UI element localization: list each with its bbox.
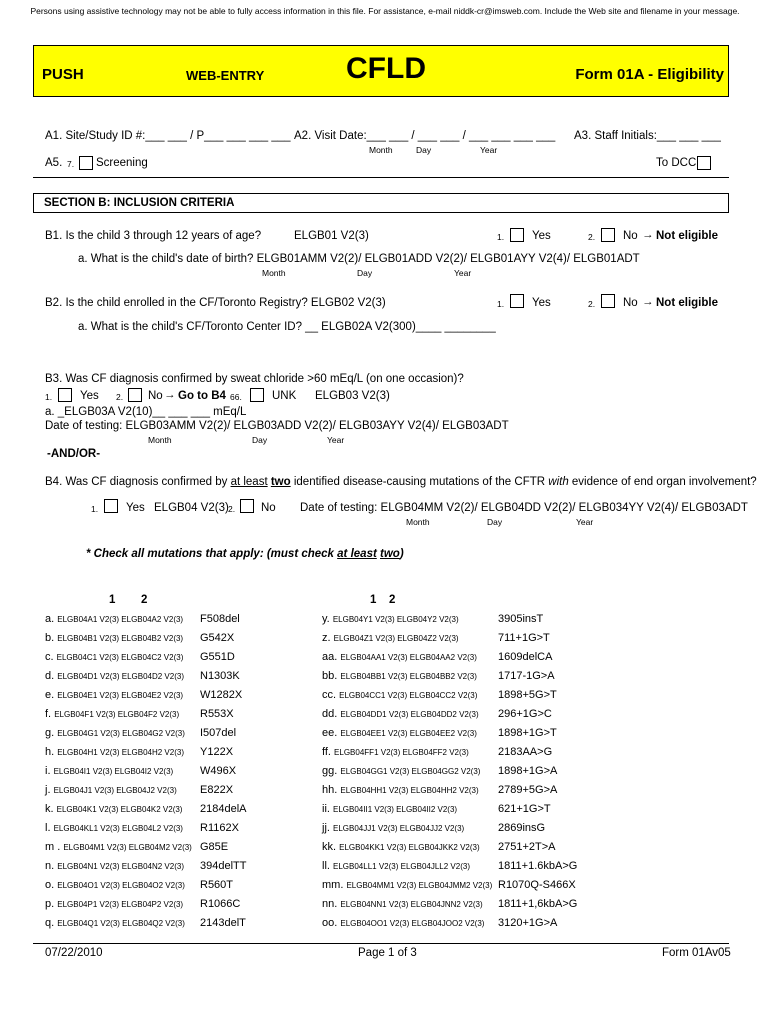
- mutation-name: N1303K: [200, 670, 240, 682]
- right-col-header-1: 1: [370, 594, 377, 606]
- b3-no-checkbox[interactable]: [128, 388, 142, 402]
- to-dcc-checkbox[interactable]: [697, 156, 711, 170]
- accessibility-note: Persons using assistive technology may not be able to fully access information in this file. For assistance, e-mail niddk-cr@imsweb.com. Include the Web site and filename in your message.: [30, 6, 740, 16]
- footer-date: 07/22/2010: [45, 947, 103, 959]
- right-col-header-2: 2: [389, 594, 396, 606]
- b4-q-post: evidence of end organ involvement?: [568, 476, 757, 488]
- section-b-header: [33, 193, 729, 213]
- mutation-row[interactable]: [322, 765, 480, 777]
- mutation-letter: g.: [45, 727, 55, 739]
- to-dcc-label: To DCC: [656, 157, 697, 169]
- b4-yes-checkbox[interactable]: [104, 499, 118, 513]
- cfld-title: CFLD: [346, 52, 426, 85]
- b4-q-two: two: [270, 476, 291, 488]
- mutation-name: W496X: [200, 765, 237, 777]
- b3-variable: ELGB03 V2(3): [315, 390, 390, 402]
- mutation-row[interactable]: [45, 822, 183, 834]
- a2-year-label: Year: [480, 145, 498, 155]
- b2-yes-checkbox[interactable]: [510, 294, 524, 308]
- b4-question: [45, 476, 757, 488]
- mutation-name: E822X: [200, 784, 234, 796]
- b4-q-mid: identified disease-causing mutations of the CFTR: [290, 476, 549, 488]
- b4-q-atleast: at least: [230, 476, 268, 488]
- b4-day-label: Day: [487, 517, 503, 527]
- footer-divider: [33, 943, 729, 944]
- b2-no-checkbox[interactable]: [601, 294, 615, 308]
- b3-month-label: Month: [148, 435, 172, 445]
- a2-day-label: Day: [416, 145, 432, 155]
- mutation-code: ELGB04LL1 V2(3) ELGB04JLL2 V2(3): [333, 862, 470, 871]
- mutation-row[interactable]: [45, 879, 185, 891]
- b1-not-eligible: Not eligible: [656, 230, 718, 242]
- mutation-name: 1898+5G>T: [498, 689, 557, 701]
- mutation-name: W1282X: [200, 689, 243, 701]
- mutation-code: ELGB04GG1 V2(3) ELGB04GG2 V2(3): [340, 767, 481, 776]
- b4-no-label: No: [261, 502, 276, 514]
- mutation-name: R1070Q-S466X: [498, 879, 576, 891]
- mutation-code: ELGB04Z1 V2(3) ELGB04Z2 V2(3): [333, 634, 459, 643]
- b3-goto-b4: Go to B4: [178, 390, 226, 402]
- mutation-letter: l.: [45, 822, 51, 834]
- mutation-code: ELGB04F1 V2(3) ELGB04F2 V2(3): [54, 710, 180, 719]
- b1-question: B1. Is the child 3 through 12 years of age?: [45, 230, 262, 242]
- b2-opt1-num: 1.: [497, 299, 505, 309]
- mutation-row[interactable]: [322, 651, 477, 663]
- mutation-letter: q.: [45, 917, 55, 929]
- b3-year-label: Year: [327, 435, 345, 445]
- b2a-center-id[interactable]: a. What is the child's CF/Toronto Center ID? __ ELGB02A V2(300)____ ________: [78, 321, 496, 333]
- mutation-code: ELGB04JJ1 V2(3) ELGB04JJ2 V2(3): [333, 824, 465, 833]
- mutation-row[interactable]: [322, 841, 480, 853]
- mutation-code: ELGB04A1 V2(3) ELGB04A2 V2(3): [57, 615, 184, 624]
- mutation-code: ELGB04E1 V2(3) ELGB04E2 V2(3): [57, 691, 184, 700]
- mutation-code: ELGB04Y1 V2(3) ELGB04Y2 V2(3): [332, 615, 459, 624]
- mutation-letter: m .: [45, 841, 61, 853]
- mutation-letter: aa.: [322, 651, 338, 663]
- b1-opt1-num: 1.: [497, 232, 505, 242]
- mutation-letter: d.: [45, 670, 55, 682]
- b4-opt2-num: 2.: [228, 504, 236, 514]
- mutation-letter: oo.: [322, 917, 338, 929]
- mutation-row[interactable]: [322, 746, 469, 758]
- mutation-row[interactable]: [45, 898, 183, 910]
- arrow-right-icon: →: [642, 229, 654, 241]
- mutation-row[interactable]: [322, 708, 479, 720]
- a5-screening-label: Screening: [96, 157, 148, 169]
- mutation-row[interactable]: [322, 613, 459, 625]
- mutation-row[interactable]: [322, 727, 477, 739]
- mutation-letter: hh.: [322, 784, 338, 796]
- mutation-name: Y122X: [200, 746, 234, 758]
- mutation-name: 2183AA>G: [498, 746, 553, 758]
- mutation-name: G542X: [200, 632, 235, 644]
- mutation-name: 1811+1,6kbA>G: [498, 898, 578, 910]
- mutation-code: ELGB04Q1 V2(3) ELGB04Q2 V2(3): [57, 919, 185, 928]
- mutation-name: 1609delCA: [498, 651, 553, 663]
- check-mutations-instruction: [86, 548, 404, 560]
- mutation-code: ELGB04AA1 V2(3) ELGB04AA2 V2(3): [340, 653, 477, 662]
- a2-visit-date[interactable]: A2. Visit Date:___ ___ / ___ ___ / ___ ___ ___ ___: [294, 130, 556, 142]
- mutation-letter: ii.: [322, 803, 330, 815]
- mutation-row[interactable]: [45, 784, 177, 796]
- mutation-row[interactable]: [45, 708, 179, 720]
- a5-screening-checkbox[interactable]: [79, 156, 93, 170]
- mutation-row[interactable]: [322, 822, 464, 834]
- b3-question: B3. Was CF diagnosis confirmed by sweat chloride >60 mEq/L (on one occasion)?: [45, 373, 464, 385]
- mutation-letter: jj.: [322, 822, 330, 834]
- b1a-year-label: Year: [454, 268, 472, 278]
- b3-opt2-num: 2.: [116, 392, 124, 402]
- mutation-name: 1898+1G>T: [498, 727, 557, 739]
- mutation-letter: ee.: [322, 727, 338, 739]
- b3-unk-label: UNK: [272, 390, 297, 402]
- mutation-name: R1162X: [200, 822, 239, 834]
- mutation-letter: i.: [45, 765, 51, 777]
- mutation-code: ELGB04OO1 V2(3) ELGB04JOO2 V2(3): [340, 919, 485, 928]
- b4-month-label: Month: [406, 517, 430, 527]
- mutation-code: ELGB04D1 V2(3) ELGB04D2 V2(3): [57, 672, 184, 681]
- mutation-row[interactable]: [322, 860, 470, 872]
- mutation-letter: gg.: [322, 765, 338, 777]
- mutation-row[interactable]: [45, 727, 185, 739]
- mutation-row[interactable]: [45, 803, 182, 815]
- and-or-label: -AND/OR-: [47, 448, 101, 460]
- b3-unk-checkbox[interactable]: [250, 388, 264, 402]
- b3a-sweat-value[interactable]: a. _ELGB03A V2(10)__ ___ ___ mEq/L: [45, 406, 247, 418]
- check-two: two: [380, 548, 400, 560]
- b4-q-with: with: [548, 476, 569, 488]
- b3-no-label: No: [148, 390, 163, 402]
- mutation-name: 2143delT: [200, 917, 246, 929]
- push-label: PUSH: [42, 66, 84, 83]
- b1a-day-label: Day: [357, 268, 373, 278]
- mutation-name: 1717-1G>A: [498, 670, 555, 682]
- mutation-letter: e.: [45, 689, 55, 701]
- mutation-row[interactable]: [322, 689, 477, 701]
- b1-no-label: No: [623, 230, 638, 242]
- mutation-letter: n.: [45, 860, 55, 872]
- mutation-row[interactable]: [322, 784, 479, 796]
- mutation-code: ELGB04O1 V2(3) ELGB04O2 V2(3): [57, 881, 185, 890]
- mutation-letter: y.: [322, 613, 330, 625]
- b4-no-checkbox[interactable]: [240, 499, 254, 513]
- mutation-name: 621+1G>T: [498, 803, 551, 815]
- b2-not-eligible: Not eligible: [656, 297, 718, 309]
- mutation-code: ELGB04EE1 V2(3) ELGB04EE2 V2(3): [340, 729, 477, 738]
- a5-label: A5.: [45, 157, 63, 169]
- mutation-code: ELGB04J1 V2(3) ELGB04J2 V2(3): [53, 786, 177, 795]
- left-col-header-2: 2: [141, 594, 148, 606]
- b4-date-of-testing[interactable]: Date of testing: ELGB04MM V2(2)/ ELGB04DD V2(2)/ ELGB034YY V2(4)/ ELGB03ADT: [300, 502, 748, 514]
- mutation-name: R553X: [200, 708, 234, 720]
- form-title: Form 01A - Eligibility: [575, 66, 724, 83]
- mutation-code: ELGB04M1 V2(3) ELGB04M2 V2(3): [63, 843, 192, 852]
- mutation-name: R560T: [200, 879, 234, 891]
- b1a-dob[interactable]: a. What is the child's date of birth? ELGB01AMM V2(2)/ ELGB01ADD V2(2)/ ELGB01AYY V2(4)/ ELGB01ADT: [78, 253, 640, 265]
- mutation-row[interactable]: [322, 632, 459, 644]
- section-b-title: SECTION B: INCLUSION CRITERIA: [44, 197, 235, 209]
- mutation-letter: h.: [45, 746, 55, 758]
- mutation-row[interactable]: [322, 917, 484, 929]
- mutation-name: R1066C: [200, 898, 241, 910]
- mutation-letter: b.: [45, 632, 55, 644]
- b2-question: B2. Is the child enrolled in the CF/Toronto Registry? ELGB02 V2(3): [45, 297, 386, 309]
- mutation-row[interactable]: [45, 765, 173, 777]
- mutation-code: ELGB04KL1 V2(3) ELGB04L2 V2(3): [53, 824, 183, 833]
- mutation-letter: f.: [45, 708, 52, 720]
- b4-yes-label: Yes: [126, 502, 145, 514]
- b4-opt1-num: 1.: [91, 504, 99, 514]
- mutation-name: 2789+5G>A: [498, 784, 558, 796]
- mutation-row[interactable]: [45, 651, 183, 663]
- mutation-code: ELGB04NN1 V2(3) ELGB04JNN2 V2(3): [340, 900, 483, 909]
- mutation-code: ELGB04DD1 V2(3) ELGB04DD2 V2(3): [340, 710, 479, 719]
- a5-num: 7.: [67, 159, 75, 169]
- b3-date-of-testing[interactable]: Date of testing: ELGB03AMM V2(2)/ ELGB03ADD V2(2)/ ELGB03AYY V2(4)/ ELGB03ADT: [45, 420, 509, 432]
- b3-yes-label: Yes: [80, 390, 99, 402]
- mutation-row[interactable]: [45, 689, 183, 701]
- mutation-code: ELGB04HH1 V2(3) ELGB04HH2 V2(3): [340, 786, 479, 795]
- mutation-code: ELGB04KK1 V2(3) ELGB04JKK2 V2(3): [339, 843, 480, 852]
- mutation-name: 296+1G>C: [498, 708, 552, 720]
- mutation-code: ELGB04BB1 V2(3) ELGB04BB2 V2(3): [340, 672, 477, 681]
- mutation-letter: mm.: [322, 879, 344, 891]
- mutation-name: I507del: [200, 727, 237, 739]
- b2-opt2-num: 2.: [588, 299, 596, 309]
- b1a-month-label: Month: [262, 268, 286, 278]
- b3-day-label: Day: [252, 435, 268, 445]
- divider: [33, 177, 729, 178]
- check-post: ): [399, 548, 404, 560]
- mutation-letter: dd.: [322, 708, 338, 720]
- mutation-row[interactable]: [322, 898, 483, 910]
- mutation-code: ELGB04FF1 V2(3) ELGB04FF2 V2(3): [334, 748, 469, 757]
- mutation-code: ELGB04C1 V2(3) ELGB04C2 V2(3): [56, 653, 184, 662]
- b1-yes-checkbox[interactable]: [510, 228, 524, 242]
- a3-staff-initials[interactable]: A3. Staff Initials:___ ___ ___: [574, 130, 721, 142]
- mutation-letter: c.: [45, 651, 54, 663]
- left-col-header-1: 1: [109, 594, 116, 606]
- b1-opt2-num: 2.: [588, 232, 596, 242]
- mutation-name: 3905insT: [498, 613, 544, 625]
- mutation-letter: cc.: [322, 689, 337, 701]
- mutation-code: ELGB04N1 V2(3) ELGB04N2 V2(3): [57, 862, 184, 871]
- b2-yes-label: Yes: [532, 297, 551, 309]
- footer-page: Page 1 of 3: [358, 947, 417, 959]
- mutation-name: 2751+2T>A: [498, 841, 556, 853]
- mutation-code: ELGB04I1 V2(3) ELGB04I2 V2(3): [53, 767, 174, 776]
- mutation-name: G85E: [200, 841, 229, 853]
- mutation-code: ELGB04G1 V2(3) ELGB04G2 V2(3): [57, 729, 185, 738]
- b3-opt1-num: 1.: [45, 392, 53, 402]
- mutation-letter: o.: [45, 879, 55, 891]
- b3-opt3-num: 66.: [230, 392, 242, 402]
- mutation-row[interactable]: [45, 841, 192, 853]
- mutation-row[interactable]: [45, 613, 183, 625]
- mutation-name: 1898+1G>A: [498, 765, 558, 777]
- mutation-letter: kk.: [322, 841, 337, 853]
- footer-form: Form 01Av05: [662, 947, 731, 959]
- mutation-letter: bb.: [322, 670, 338, 682]
- b2-no-label: No: [623, 297, 638, 309]
- mutation-name: F508del: [200, 613, 240, 625]
- a1-site-id[interactable]: A1. Site/Study ID #:___ ___ / P___ ___ ___ ___: [45, 130, 291, 142]
- b4-q-pre: B4. Was CF diagnosis confirmed by: [45, 476, 231, 488]
- mutation-code: ELGB04B1 V2(3) ELGB04B2 V2(3): [57, 634, 184, 643]
- mutation-name: 2869insG: [498, 822, 546, 834]
- mutation-letter: ff.: [322, 746, 331, 758]
- mutation-row[interactable]: [45, 632, 183, 644]
- mutation-code: ELGB04MM1 V2(3) ELGB04JMM2 V2(3): [346, 881, 493, 890]
- mutation-code: ELGB04P1 V2(3) ELGB04P2 V2(3): [57, 900, 184, 909]
- mutation-letter: nn.: [322, 898, 338, 910]
- mutation-letter: p.: [45, 898, 55, 910]
- mutation-row[interactable]: [45, 746, 184, 758]
- mutation-code: ELGB04II1 V2(3) ELGB04II2 V2(3): [333, 805, 458, 814]
- mutation-letter: ll.: [322, 860, 330, 872]
- mutation-row[interactable]: [45, 670, 184, 682]
- form-header: [33, 45, 729, 97]
- check-pre: * Check all mutations that apply: (must check: [86, 548, 338, 560]
- b1-variable: ELGB01 V2(3): [294, 230, 369, 242]
- a2-month-label: Month: [369, 145, 393, 155]
- check-atleast: at least: [337, 548, 377, 560]
- mutation-name: G551D: [200, 651, 235, 663]
- mutation-code: ELGB04H1 V2(3) ELGB04H2 V2(3): [57, 748, 184, 757]
- mutation-code: ELGB04K1 V2(3) ELGB04K2 V2(3): [56, 805, 183, 814]
- mutation-row[interactable]: [45, 860, 184, 872]
- mutation-letter: k.: [45, 803, 54, 815]
- b3-yes-checkbox[interactable]: [58, 388, 72, 402]
- arrow-right-icon: →: [164, 389, 176, 401]
- mutation-row[interactable]: [45, 917, 185, 929]
- mutation-name: 711+1G>T: [498, 632, 550, 644]
- arrow-right-icon: →: [642, 296, 654, 308]
- mutation-row[interactable]: [322, 670, 477, 682]
- mutation-letter: z.: [322, 632, 331, 644]
- mutation-name: 2184delA: [200, 803, 247, 815]
- mutation-name: 3120+1G>A: [498, 917, 558, 929]
- web-entry-label: WEB-ENTRY: [186, 68, 265, 83]
- mutation-letter: j.: [45, 784, 51, 796]
- mutation-letter: a.: [45, 613, 55, 625]
- mutation-name: 1811+1.6kbA>G: [498, 860, 578, 872]
- b4-variable: ELGB04 V2(3): [154, 502, 229, 514]
- b4-year-label: Year: [576, 517, 594, 527]
- mutation-row[interactable]: [322, 879, 492, 891]
- mutation-row[interactable]: [322, 803, 457, 815]
- mutation-name: 394delTT: [200, 860, 247, 872]
- b1-yes-label: Yes: [532, 230, 551, 242]
- mutation-code: ELGB04CC1 V2(3) ELGB04CC2 V2(3): [339, 691, 478, 700]
- b1-no-checkbox[interactable]: [601, 228, 615, 242]
